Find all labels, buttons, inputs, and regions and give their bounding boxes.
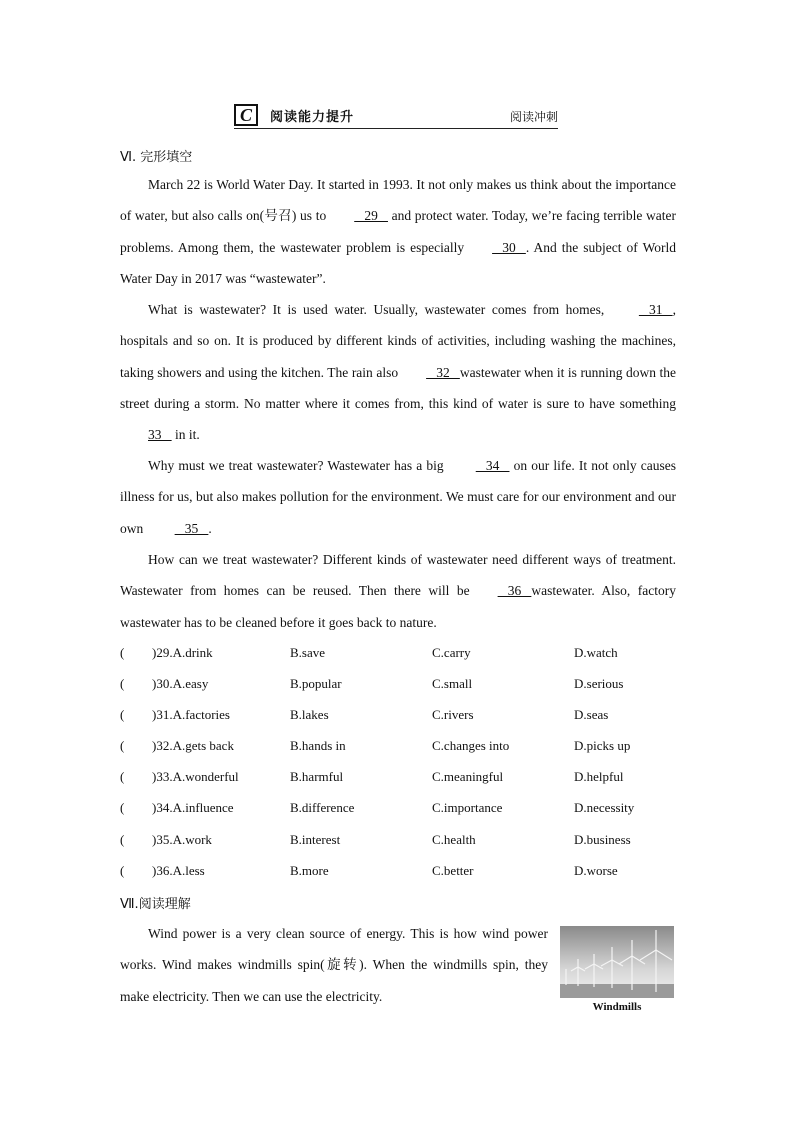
section-logo: C <box>234 104 258 126</box>
answer-bracket[interactable]: ( <box>120 676 125 691</box>
option-a: )33.A.wonderful <box>152 769 239 784</box>
paragraph-4 <box>120 544 676 638</box>
blank-36: 36 <box>497 583 532 599</box>
answer-bracket[interactable]: ( <box>120 832 125 847</box>
blank-31: 31 <box>638 302 673 317</box>
header-title: 阅读能力提升 <box>270 110 355 125</box>
option-d: D.serious <box>574 676 624 691</box>
section-6-title: Ⅵ. 完形填空 <box>120 150 193 165</box>
option-row-30 <box>120 676 680 696</box>
paragraph-text: in it. <box>171 427 200 443</box>
blank-35: 35 <box>174 520 209 536</box>
option-d: D.picks up <box>574 738 631 753</box>
section-7-title: Ⅶ.阅读理解 <box>120 897 191 912</box>
option-row-35 <box>120 832 680 852</box>
option-a: )31.A.factories <box>152 707 230 722</box>
section-header <box>234 102 558 129</box>
option-b: B.more <box>290 863 329 878</box>
paragraph-text: Why must we treat wastewater? Wastewater has a big <box>148 458 448 473</box>
option-d: D.necessity <box>574 800 635 815</box>
paragraph-text: , hospitals and so on. It is produced by different kinds of activities, including washing the machines, taking showers and using the kitchen. The rain also <box>120 302 676 380</box>
option-b: B.save <box>290 645 326 660</box>
option-d: D.watch <box>574 645 618 660</box>
answer-bracket[interactable]: ( <box>120 707 125 722</box>
paragraph-text: March 22 is World Water Day. It started in 1993. It not only makes us think about the importance of water, but also calls on(号召) us to <box>120 177 676 224</box>
paragraph-text: wastewater. Also, factory wastewater has to be cleaned before it goes back to nature. <box>120 583 676 630</box>
option-row-34 <box>120 800 680 820</box>
option-d: D.business <box>574 832 631 847</box>
answer-bracket[interactable]: ( <box>120 645 125 660</box>
option-a: )34.A.influence <box>152 800 234 815</box>
blank-30: 30 <box>492 239 526 255</box>
windmills-illustration <box>560 926 674 998</box>
paragraph-text: . And the subject of World Water Day in 2017 was “wastewater”. <box>120 239 676 286</box>
option-row-32 <box>120 738 680 758</box>
option-row-31 <box>120 707 680 727</box>
reading-paragraph-1: Wind power is a very clean source of energy. This is how wind power works. Wind makes windmills spin(旋转). When the windmills spin, they make electricity. Then we can use the electricity. <box>120 926 548 1004</box>
answer-bracket[interactable]: ( <box>120 800 125 815</box>
option-c: C.better <box>432 863 474 878</box>
option-row-36 <box>120 863 680 883</box>
option-row-29 <box>120 645 680 665</box>
option-b: B.lakes <box>290 707 329 722</box>
paragraph-2 <box>120 294 676 450</box>
paragraph-text: How can we treat wastewater? Different kinds of wastewater need different ways of treatment. Wastewater from homes can be reused. Then there will be <box>120 552 676 599</box>
option-a: )30.A.easy <box>152 676 209 691</box>
paragraph-text: What is wastewater? It is used water. Usually, wastewater comes from homes, <box>148 302 611 317</box>
option-c: C.meaningful <box>432 769 504 784</box>
paragraph-text: and protect water. Today, we’re facing terrible water problems. Among them, the wastewater problem is especially <box>120 208 676 255</box>
option-b: B.hands in <box>290 738 346 753</box>
option-row-33 <box>120 769 680 789</box>
blank-34: 34 <box>475 458 510 473</box>
option-b: B.popular <box>290 676 342 691</box>
option-b: B.difference <box>290 800 355 815</box>
option-c: C.small <box>432 676 473 691</box>
option-c: C.carry <box>432 645 471 660</box>
option-d: D.seas <box>574 707 609 722</box>
option-a: )35.A.work <box>152 832 212 847</box>
option-c: C.importance <box>432 800 503 815</box>
blank-33: 33 <box>148 427 172 443</box>
answer-bracket[interactable]: ( <box>120 863 125 878</box>
answer-bracket[interactable]: ( <box>120 769 125 784</box>
header-right-label: 阅读冲刺 <box>509 110 558 124</box>
answer-bracket[interactable]: ( <box>120 738 125 753</box>
option-a: )32.A.gets back <box>152 738 234 753</box>
paragraph-text: wastewater when it is running down the street during a storm. No matter where it comes from, this kind of water is sure to have something <box>120 364 676 411</box>
option-c: C.rivers <box>432 707 474 722</box>
paragraph-text: on our life. It not only causes illness for us, but also makes pollution for the environment. We must care for our environment and our own <box>120 458 676 536</box>
option-c: C.health <box>432 832 476 847</box>
windmills-image <box>560 926 674 998</box>
option-d: D.worse <box>574 863 618 878</box>
option-a: )29.A.drink <box>152 645 213 660</box>
image-caption: Windmills <box>592 1001 642 1013</box>
blank-32: 32 <box>426 364 460 380</box>
paragraph-text: . <box>208 520 212 536</box>
paragraph-3 <box>120 450 676 544</box>
option-d: D.helpful <box>574 769 624 784</box>
option-a: )36.A.less <box>152 863 205 878</box>
option-b: B.harmful <box>290 769 344 784</box>
paragraph-1 <box>120 169 676 294</box>
blank-29: 29 <box>354 208 388 224</box>
option-b: B.interest <box>290 832 341 847</box>
option-c: C.changes into <box>432 738 510 753</box>
